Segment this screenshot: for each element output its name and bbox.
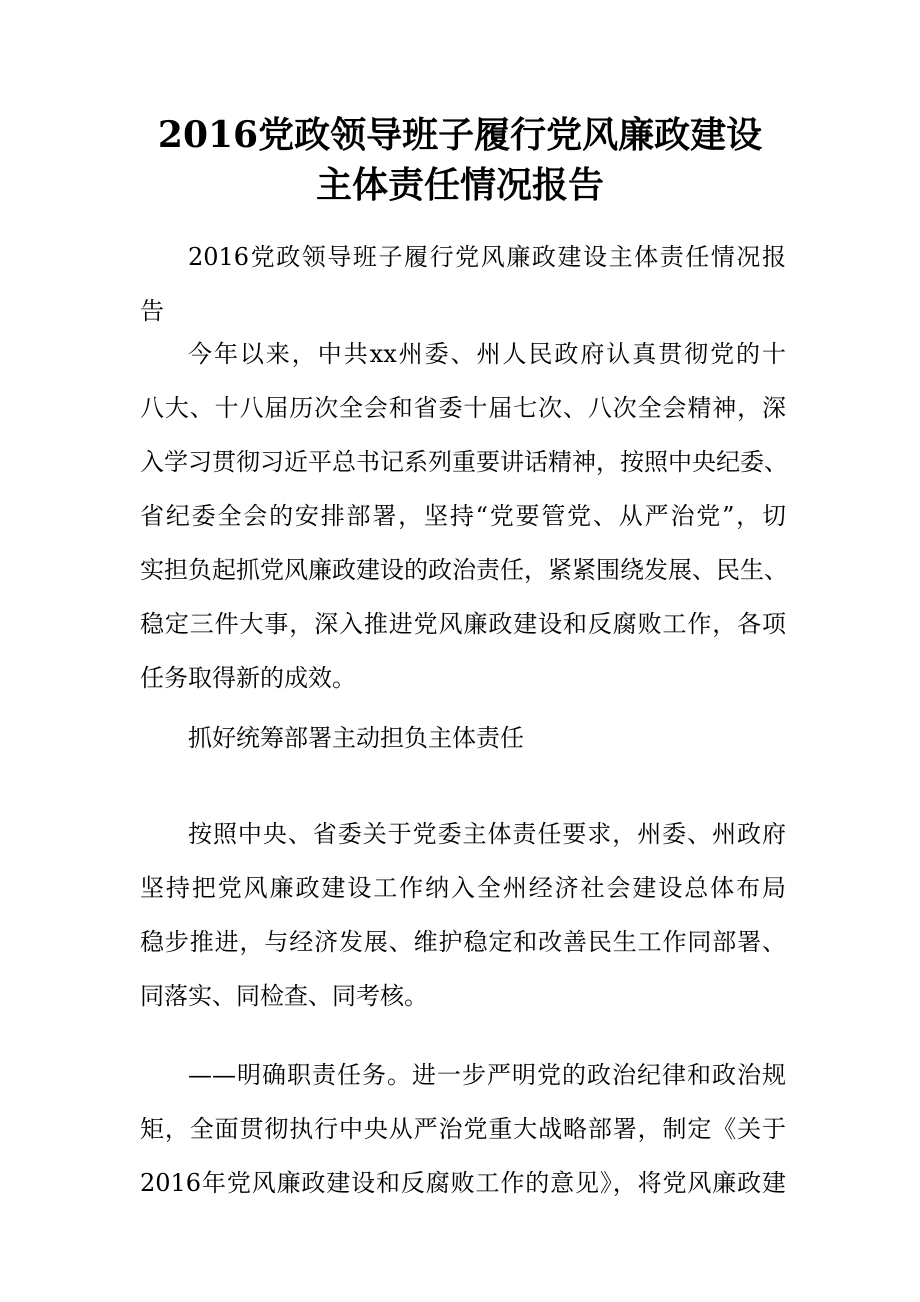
text-line: 2016年党风廉政建设和反腐败工作的意见》，将党风廉政建 <box>140 1169 786 1197</box>
text-line: 2016党政领导班子履行党风廉政建设主体责任情况报 <box>188 243 786 271</box>
text-line: 按照中央、省委关于党委主体责任要求，州委、州政府 <box>188 820 786 848</box>
text-line: 抓好统筹部署主动担负主体责任 <box>188 724 524 752</box>
paragraph-report-title <box>140 230 786 338</box>
document-title-line-2: 主体责任情况报告 <box>315 164 604 206</box>
document-title-line-1: 2016党政领导班子履行党风廉政建设 <box>157 114 763 156</box>
text-line: 同落实、同检查、同考核。 <box>140 982 428 1010</box>
text-line: 稳步推进，与经济发展、维护稳定和改善民生工作同部署、 <box>140 928 786 956</box>
paragraph-responsibility <box>140 807 786 1023</box>
section-heading-paragraph <box>140 711 786 765</box>
text-line: 矩，全面贯彻执行中央从严治党重大战略部署，制定《关于 <box>140 1115 786 1143</box>
paragraph-introduction <box>140 327 786 705</box>
text-line: 实担负起抓党风廉政建设的政治责任，紧紧围绕发展、民生、 <box>140 556 788 584</box>
text-line: 稳定三件大事，深入推进党风廉政建设和反腐败工作，各项 <box>140 610 786 638</box>
text-line: 任务取得新的成效。 <box>140 664 356 692</box>
text-line: 入学习贯彻习近平总书记系列重要讲话精神，按照中央纪委、 <box>140 448 788 476</box>
text-line: ——明确职责任务。进一步严明党的政治纪律和政治规 <box>188 1061 786 1089</box>
text-line: 省纪委全会的安排部署，坚持“党要管党、从严治党”，切 <box>140 502 786 530</box>
text-line: 告 <box>140 297 164 325</box>
text-line: 今年以来，中共xx州委、州人民政府认真贯彻党的十 <box>188 340 786 368</box>
text-line: 坚持把党风廉政建设工作纳入全州经济社会建设总体布局 <box>140 874 786 902</box>
paragraph-duties <box>140 1048 786 1210</box>
text-line: 八大、十八届历次全会和省委十届七次、八次全会精神，深 <box>140 394 786 422</box>
